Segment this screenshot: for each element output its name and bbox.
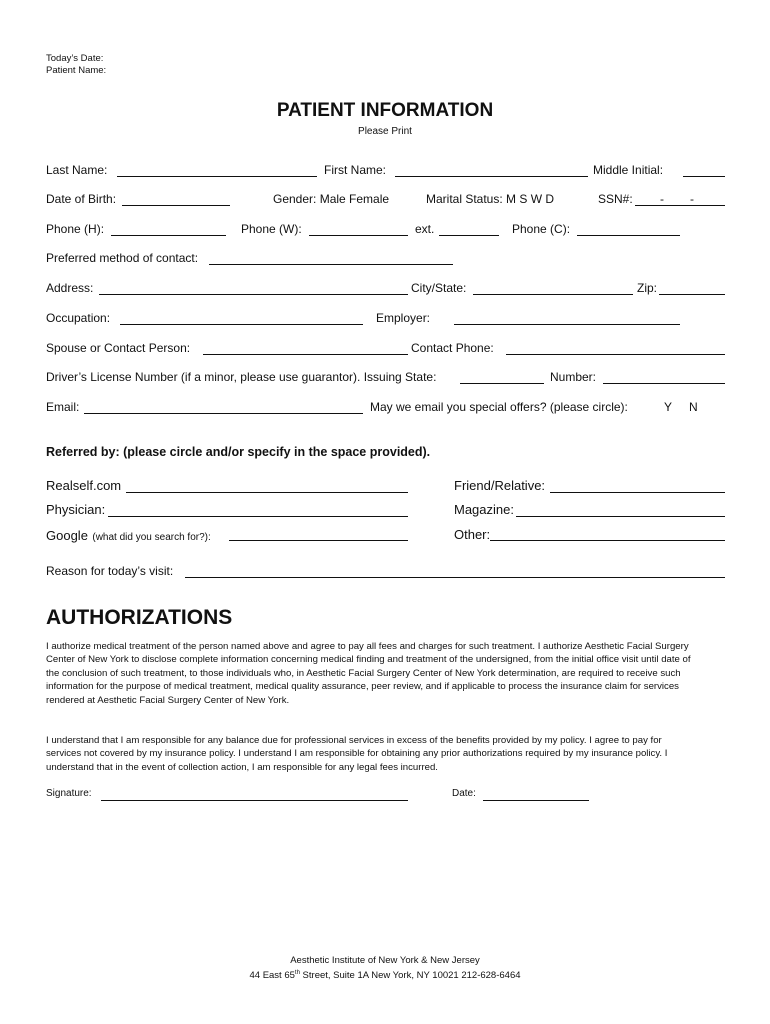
email-offers-no[interactable]: N: [689, 400, 698, 414]
email-offers-label: May we email you special offers? (please circle):: [370, 400, 628, 414]
email-label: Email:: [46, 400, 80, 414]
occupation-label: Occupation:: [46, 311, 111, 325]
patient-name-label: Patient Name:: [46, 65, 107, 76]
spouse-label: Spouse or Contact Person:: [46, 341, 191, 355]
employer-label: Employer:: [376, 311, 431, 325]
ssn-dash-1: -: [660, 192, 664, 206]
preferred-contact-field[interactable]: [209, 264, 453, 265]
friend-field[interactable]: [550, 492, 725, 493]
reason-label: Reason for today’s visit:: [46, 564, 174, 578]
signature-date-field[interactable]: [483, 800, 589, 801]
signature-date-label: Date:: [452, 788, 476, 799]
address-label: Address:: [46, 281, 94, 295]
page-title: PATIENT INFORMATION: [276, 100, 494, 121]
license-number-label: Number:: [550, 370, 597, 384]
first-name-label: First Name:: [324, 163, 387, 177]
reason-field[interactable]: [185, 577, 725, 578]
physician-label: Physician:: [46, 502, 106, 517]
footer-address: [0, 967, 770, 982]
dob-field[interactable]: [122, 205, 230, 206]
middle-initial-field[interactable]: [683, 176, 725, 177]
footer-address-post: Street, Suite 1A New York, NY 10021 212-628-6464: [299, 970, 521, 982]
license-number-field[interactable]: [603, 383, 725, 384]
gender-options[interactable]: Gender: Male Female: [273, 192, 390, 206]
ssn-label: SSN#:: [598, 192, 633, 206]
last-name-field[interactable]: [117, 176, 317, 177]
spouse-field[interactable]: [203, 354, 408, 355]
ext-label: ext.: [415, 222, 435, 236]
footer-address-sup: th: [294, 970, 300, 976]
zip-label: Zip:: [637, 281, 658, 295]
ssn-dash-2: -: [690, 192, 694, 206]
other-field[interactable]: [490, 540, 725, 541]
google-row: [46, 527, 211, 545]
address-field[interactable]: [99, 294, 408, 295]
email-field[interactable]: [84, 413, 363, 414]
authorization-paragraph-1: I authorize medical treatment of the person named above and agree to pay all fees and charges for such treatment. I authorize Aesthetic Facial Surgery Center of New York to disclose complete information concerning medical finding and treatment of the undersigned, from the initial office visit until date of the conclusion of such treatment, to those individuals who, in Aesthetic Facial Surgery Center of New York determination, are required to receive such information for the purpose of medical treatment, medical quality assurance, peer review, and if applicable to process the insurance claim for services rendered at Aesthetic Facial Surgery Center of New York.: [46, 641, 691, 706]
zip-field[interactable]: [659, 294, 725, 295]
google-hint: (what did you search for?):: [92, 532, 211, 543]
dob-label: Date of Birth:: [46, 192, 117, 206]
phone-home-field[interactable]: [111, 235, 226, 236]
other-label: Other:: [454, 527, 491, 542]
phone-cell-label: Phone (C):: [512, 222, 571, 236]
magazine-label: Magazine:: [454, 502, 514, 517]
first-name-field[interactable]: [395, 176, 588, 177]
signature-field[interactable]: [101, 800, 408, 801]
realself-field[interactable]: [126, 492, 408, 493]
preferred-contact-label: Preferred method of contact:: [46, 251, 199, 265]
email-offers-yes[interactable]: Y: [664, 400, 673, 414]
last-name-label: Last Name:: [46, 163, 108, 177]
page-subtitle: Please Print: [358, 126, 412, 137]
referred-heading: Referred by: (please circle and/or specify in the space provided).: [46, 445, 431, 459]
physician-field[interactable]: [108, 516, 408, 517]
authorizations-title: AUTHORIZATIONS: [46, 606, 233, 629]
google-label: Google: [46, 528, 88, 543]
realself-label: Realself.com: [46, 478, 122, 493]
drivers-license-label: Driver’s License Number (if a minor, please use guarantor). Issuing State:: [46, 370, 437, 384]
middle-initial-label: Middle Initial:: [593, 163, 664, 177]
marital-status-options[interactable]: Marital Status: M S W D: [426, 192, 555, 206]
phone-home-label: Phone (H):: [46, 222, 105, 236]
footer-address-pre: 44 East 65: [249, 970, 295, 982]
issuing-state-field[interactable]: [460, 383, 544, 384]
contact-phone-field[interactable]: [506, 354, 725, 355]
google-field[interactable]: [229, 540, 408, 541]
footer-line-1: Aesthetic Institute of New York & New Jersey: [290, 955, 480, 966]
phone-cell-field[interactable]: [577, 235, 680, 236]
occupation-field[interactable]: [120, 324, 363, 325]
authorization-paragraph-2: I understand that I am responsible for any balance due for professional services in excess of the benefits provided by my policy. I agree to pay for services not covered by my insurance policy. I understand I am responsible for obtaining any prior authorizations required by my insurance policy. I understand that in the event of collection action, I am responsible for any legal fees incurred.: [46, 735, 668, 773]
signature-label: Signature:: [46, 788, 92, 799]
phone-work-field[interactable]: [309, 235, 408, 236]
magazine-field[interactable]: [516, 516, 725, 517]
city-state-field[interactable]: [473, 294, 633, 295]
ext-field[interactable]: [439, 235, 499, 236]
todays-date-label: Today’s Date:: [46, 53, 104, 64]
city-state-label: City/State:: [411, 281, 467, 295]
phone-work-label: Phone (W):: [241, 222, 302, 236]
ssn-field[interactable]: [635, 205, 725, 206]
contact-phone-label: Contact Phone:: [411, 341, 494, 355]
friend-label: Friend/Relative:: [454, 478, 546, 493]
employer-field[interactable]: [454, 324, 680, 325]
